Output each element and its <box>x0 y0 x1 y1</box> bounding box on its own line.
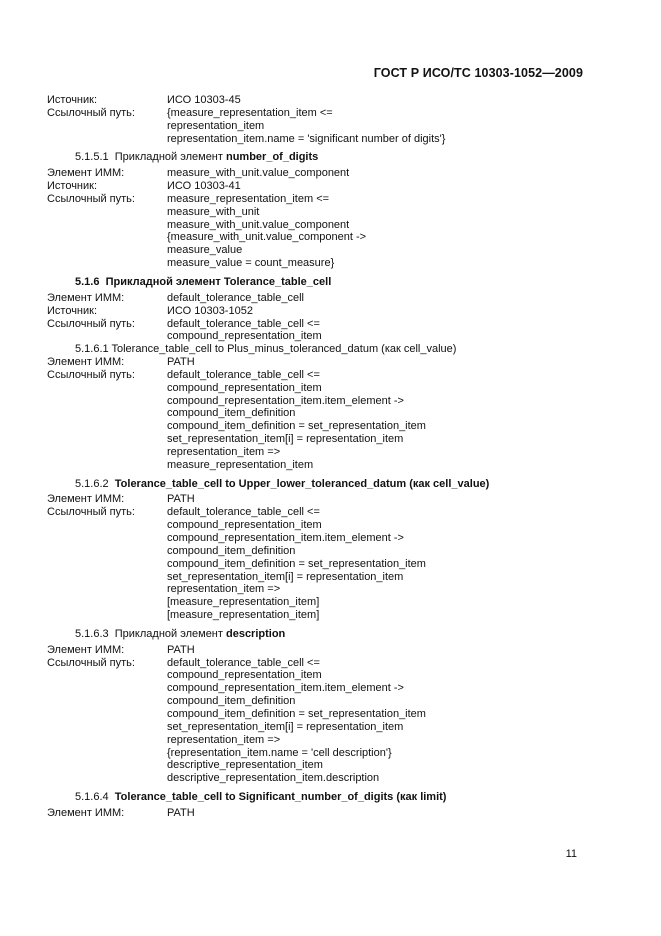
ref-path-row <box>47 657 607 785</box>
ref-path-lines <box>167 193 366 270</box>
section-prefix: Прикладной элемент <box>114 627 223 640</box>
section-number: 5.1.6.2 <box>75 477 109 490</box>
section-number: 5.1.6.4 <box>75 791 109 804</box>
section-heading-5164 <box>47 791 607 804</box>
ref-line: set_representation_item[i] = representation_item <box>167 433 404 446</box>
ref-path-row <box>47 193 607 270</box>
source-label: Источник: <box>47 180 98 193</box>
ref-path-label: Ссылочный путь: <box>47 506 135 519</box>
ref-line: representation_item => <box>167 445 281 458</box>
ref-line: measure_representation_item <= <box>167 192 330 205</box>
section-heading-516 <box>47 276 607 289</box>
element-value: PATH <box>167 356 195 369</box>
ref-line: set_representation_item[i] = representation_item <box>167 720 404 733</box>
ref-line: compound_item_definition <box>167 544 296 557</box>
section-heading-5161: 5.1.6.1 Tolerance_table_cell to Plus_minus_toleranced_datum (как cell_value) <box>75 343 457 356</box>
section-element-name: number_of_digits <box>225 151 319 164</box>
ref-path-label: Ссылочный путь: <box>47 192 135 205</box>
element-row <box>47 807 607 820</box>
element-label: Элемент ИММ: <box>47 493 125 506</box>
section-number: 5.1.5.1 <box>75 151 109 164</box>
ref-path-lines <box>167 107 445 146</box>
ref-line: compound_representation_item <box>167 381 322 394</box>
ref-line: default_tolerance_table_cell <= <box>167 317 320 330</box>
ref-path-lines <box>167 369 426 472</box>
ref-line: measure_with_unit.value_component <box>167 218 350 231</box>
ref-line: measure_value = count_measure} <box>167 257 335 270</box>
source-row <box>47 180 607 193</box>
element-value: PATH <box>167 643 195 656</box>
ref-line: measure_with_unit <box>167 205 260 218</box>
element-value: measure_with_unit.value_component <box>167 167 350 180</box>
element-value: PATH <box>167 806 195 819</box>
ref-line: compound_representation_item <box>167 669 322 682</box>
ref-line: descriptive_representation_item.description <box>167 772 380 785</box>
ref-path-lines <box>167 506 426 622</box>
element-value: PATH <box>167 493 195 506</box>
element-label: Элемент ИММ: <box>47 167 125 180</box>
ref-line: representation_item => <box>167 583 281 596</box>
ref-line: compound_item_definition <box>167 407 296 420</box>
section-number: 5.1.6.3 <box>75 627 109 640</box>
section-heading-5151 <box>47 151 607 164</box>
ref-line: compound_item_definition = set_representation_item <box>167 557 426 570</box>
ref-line: measure_representation_item <box>167 458 314 471</box>
ref-path-row <box>47 318 607 344</box>
element-row <box>47 167 607 180</box>
element-row <box>47 493 607 506</box>
ref-path-row <box>47 107 607 146</box>
section-number: 5.1.6 <box>75 275 100 288</box>
ref-line: compound_representation_item.item_element -> <box>167 682 404 695</box>
element-value: default_tolerance_table_cell <box>167 291 304 304</box>
source-value: ИСО 10303-1052 <box>167 304 253 317</box>
ref-line: [measure_representation_item] <box>167 596 320 609</box>
source-row <box>47 305 607 318</box>
element-label: Элемент ИММ: <box>47 643 125 656</box>
ref-line: descriptive_representation_item <box>167 759 323 772</box>
ref-line: default_tolerance_table_cell <= <box>167 368 320 381</box>
ref-path-lines <box>167 657 426 785</box>
ref-line: {measure_representation_item <= <box>167 106 333 119</box>
ref-line: default_tolerance_table_cell <= <box>167 506 320 519</box>
ref-line: {measure_with_unit.value_component -> <box>167 231 367 244</box>
page-number: 11 <box>565 848 577 860</box>
element-label: Элемент ИММ: <box>47 356 125 369</box>
ref-line: compound_representation_item.item_element -> <box>167 532 404 544</box>
element-row <box>47 644 607 657</box>
ref-line: compound_representation_item <box>167 330 322 343</box>
ref-line: set_representation_item[i] = representation_item <box>167 570 404 583</box>
ref-line: {representation_item.name = 'cell description'} <box>167 746 392 759</box>
ref-path-lines <box>167 318 322 344</box>
element-label: Элемент ИММ: <box>47 291 125 304</box>
section-heading-5163 <box>47 628 607 641</box>
ref-path-row <box>47 506 607 622</box>
ref-line: [measure_representation_item] <box>167 609 320 622</box>
element-label: Элемент ИММ: <box>47 806 125 819</box>
ref-path-label: Ссылочный путь: <box>47 368 135 381</box>
ref-line: compound_representation_item.item_element -> <box>167 394 404 407</box>
ref-path-label: Ссылочный путь: <box>47 317 135 330</box>
element-row <box>47 356 607 369</box>
section-prefix: Прикладной элемент <box>114 151 223 164</box>
document-code-header: ГОСТ Р ИСО/ТС 10303-1052—2009 <box>373 66 583 80</box>
ref-path-label: Ссылочный путь: <box>47 106 135 119</box>
ref-line: representation_item <box>167 119 265 132</box>
source-label: Источник: <box>47 94 98 106</box>
ref-line: representation_item => <box>167 733 281 746</box>
ref-path-row <box>47 369 607 472</box>
section-element-name: Tolerance_table_cell <box>223 275 332 288</box>
ref-line: compound_item_definition = set_representation_item <box>167 707 426 720</box>
element-row <box>47 292 607 305</box>
source-value: ИСО 10303-41 <box>167 180 241 193</box>
section-heading-5162 <box>47 478 607 491</box>
ref-line: default_tolerance_table_cell <= <box>167 656 320 669</box>
ref-line: compound_item_definition = set_representation_item <box>167 420 426 433</box>
section-title: Tolerance_table_cell to Significant_number_of_digits (как limit) <box>114 791 447 804</box>
page-content <box>47 94 607 820</box>
section-title: Tolerance_table_cell to Upper_lower_toleranced_datum (как cell_value) <box>114 477 490 490</box>
source-row <box>47 94 607 107</box>
ref-line: compound_item_definition <box>167 695 296 708</box>
ref-line: representation_item.name = 'significant number of digits'} <box>167 132 446 145</box>
section-element-name: description <box>225 627 286 640</box>
source-label: Источник: <box>47 304 98 317</box>
source-value: ИСО 10303-45 <box>167 94 241 106</box>
section-prefix: Прикладной элемент <box>105 275 221 288</box>
ref-path-label: Ссылочный путь: <box>47 656 135 669</box>
ref-line: measure_value <box>167 244 243 257</box>
ref-line: compound_representation_item <box>167 519 322 532</box>
